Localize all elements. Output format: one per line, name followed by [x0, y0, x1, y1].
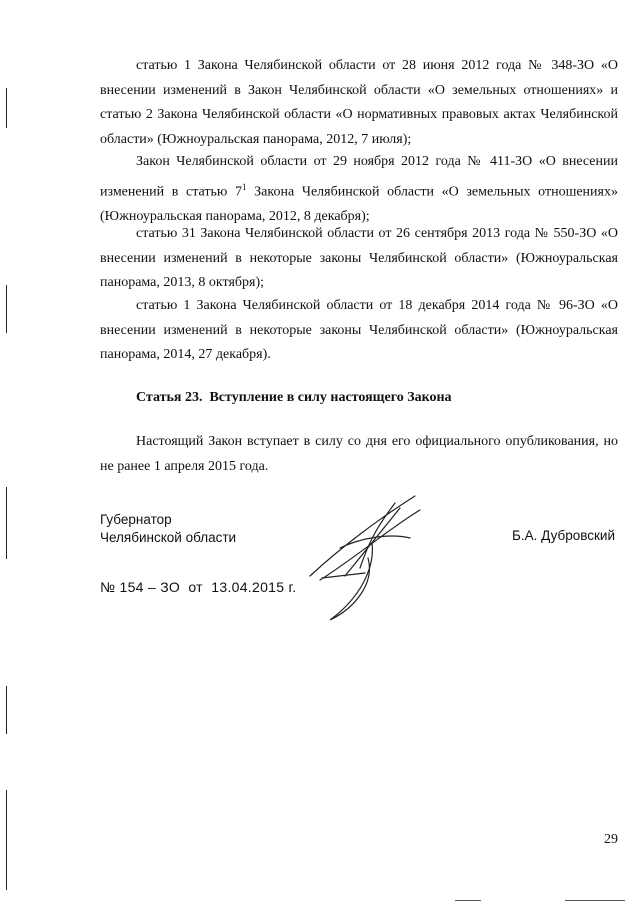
amendment-paragraph-1: статью 1 Закона Челябинской области от 28 июня 2012 года № 348-ЗО «О внесении изменений в Закон Челябинской области «О земельных отношениях» и статью 2 Закона Челябинской области «О нормативных правовых актах Челябинской области» (Южноуральская панорама, 2012, 7 июля); — [100, 58, 618, 147]
law-number: № 154 – ЗО от 13.04.2015 г. — [100, 579, 297, 595]
signatory-role-line1: Губернатор — [100, 512, 172, 527]
scan-mark — [6, 790, 7, 890]
signatory-role-line2: Челябинской области — [100, 530, 237, 545]
signatory-role — [100, 511, 236, 547]
article-heading: Статья 23. Вступление в силу настоящего Закона — [136, 390, 452, 405]
scan-mark — [6, 487, 7, 559]
scan-artifact — [565, 900, 625, 901]
scan-mark — [6, 686, 7, 734]
article-text: Настоящий Закон вступает в силу со дня его официального опубликования, но не ранее 1 апреля 2015 года. — [100, 434, 618, 474]
amendment-paragraph-3: статью 31 Закона Челябинской области от 26 сентября 2013 года № 550-ЗО «О внесении изменений в некоторые законы Челябинской области» (Южноуральская панорама, 2013, 8 октября); — [100, 226, 618, 290]
amendment-text-end: Закона Челябинской области «О земельных отношениях» (Южноуральская панорама, 2012, 8 декабря); — [100, 184, 618, 224]
page-number: 29 — [604, 832, 618, 847]
scan-mark — [6, 285, 7, 333]
handwritten-signature — [300, 488, 440, 623]
amendment-text-start: Закон Челябинской области от 29 ноября 2012 года № 411-ЗО «О внесении изменений в статью 7 — [100, 154, 618, 200]
superscript: 1 — [242, 181, 247, 192]
signatory-name: Б.А. Дубровский — [512, 528, 615, 543]
amendment-paragraph-2 — [100, 150, 618, 229]
scan-artifact — [455, 900, 481, 901]
amendment-paragraph-4: статью 1 Закона Челябинской области от 18 декабря 2014 года № 96-ЗО «О внесении изменений в некоторые законы Челябинской области» (Южноуральская панорама, 2014, 27 декабря). — [100, 298, 618, 362]
scan-mark — [6, 88, 7, 128]
